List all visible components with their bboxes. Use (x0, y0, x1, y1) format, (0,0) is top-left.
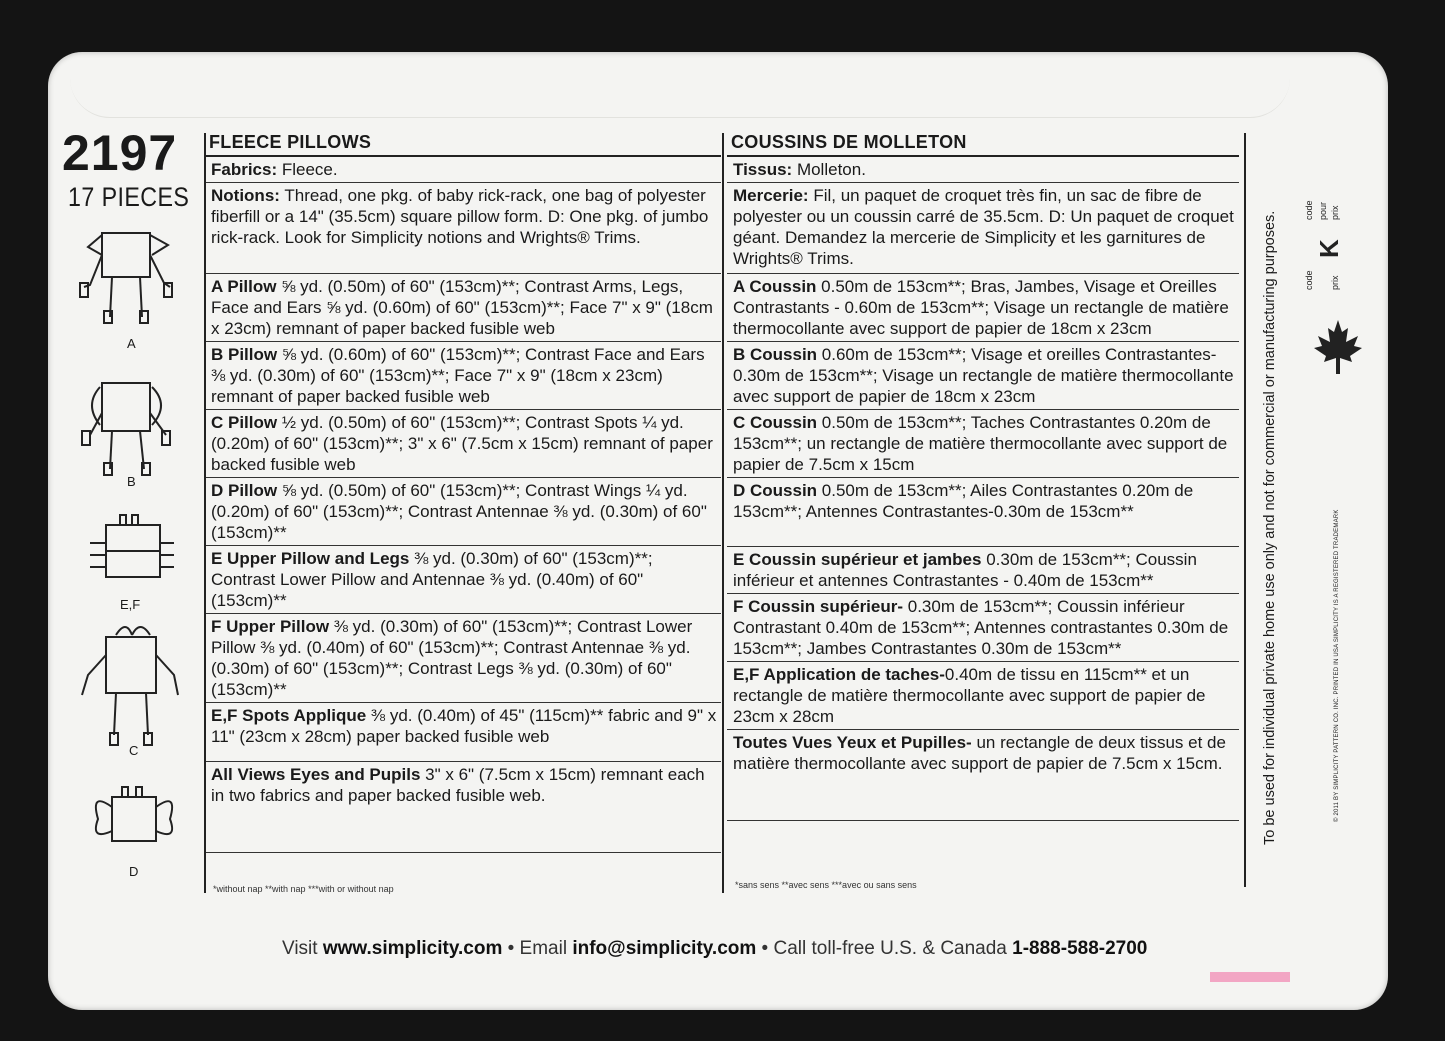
d-coussin-row: D Coussin 0.50m de 153cm**; Ailes Contrastantes 0.20m de 153cm**; Antennes Contrastantes-0.30m de 153cm** (727, 478, 1239, 547)
e-pillow-row: E Upper Pillow and Legs ⅜ yd. (0.30m) of 60" (153cm)**; Contrast Lower Pillow and Antennae ⅜ yd. (0.40m) of 60" (153cm)** (205, 546, 721, 614)
eyes-pupils-row: All Views Eyes and Pupils 3" x 6" (7.5cm x 15cm) remnant each in two fabrics and paper backed fusible web. (205, 762, 721, 853)
ef-applique-row: E,F Spots Applique ⅜ yd. (0.40m) of 45" (115cm)** fabric and 9" x 11" (23cm x 28cm) paper backed fusible web (205, 703, 721, 762)
ef-application-row: E,F Application de taches-0.40m de tissu en 115cm** et un rectangle de matière thermocollante avec support de papier de 23cm x 28cm (727, 662, 1239, 730)
b-coussin-row: B Coussin 0.60m de 153cm**; Visage et oreilles Contrastantes- 0.30m de 153cm**; Visage un rectangle de matière thermocollante avec support de papier de 18cm x 23cm (727, 342, 1239, 410)
view-ef-drawing (90, 515, 174, 577)
usage-notice: To be used for individual private home use only and not for commercial or manufacturing purposes. (1262, 210, 1278, 845)
e-coussin-row: E Coussin supérieur et jambes 0.30m de 153cm**; Coussin inférieur et antennes Contrastantes - 0.40m de 153cm** (727, 547, 1239, 594)
pink-tab (1210, 972, 1290, 982)
prix-word-2: prix (1330, 205, 1340, 220)
view-label-b: B (127, 474, 136, 489)
piece-count: 17 PIECES (68, 182, 190, 212)
f-coussin-row: F Coussin supérieur- 0.30m de 153cm**; Coussin inférieur Contrastant 0.40m de 153cm**; Antennes contrastantes 0.30m de 153cm**; Jambes Contrastantes 0.30m de 153cm** (727, 594, 1239, 662)
view-drawings (60, 225, 200, 885)
a-coussin-row: A Coussin 0.50m de 153cm**; Bras, Jambes, Visage et Oreilles Contrastants - 0.60m de 153cm**; Visage un rectangle de matière thermocollante avec support de papier de 18cm x 23cm (727, 274, 1239, 342)
pour-word: pour (1318, 201, 1328, 220)
french-title: COUSSINS DE MOLLETON (727, 128, 1239, 157)
c-pillow-row: C Pillow ½ yd. (0.50m) of 60" (153cm)**; Contrast Spots ¼ yd. (0.20m) of 60" (153cm)**; 3" x 6" (7.5cm x 15cm) remnant of paper backed fusible web (205, 410, 721, 478)
code-word-2: code (1304, 200, 1314, 220)
view-label-d: D (129, 864, 139, 879)
french-requirements (727, 128, 1239, 821)
right-divider (1244, 133, 1246, 887)
price-code-block (1300, 190, 1360, 310)
tissus-row: Tissus: Molleton. (727, 157, 1239, 183)
view-c-drawing (82, 627, 178, 745)
view-d-drawing (96, 787, 172, 841)
code-word: code (1304, 270, 1314, 290)
view-a-drawing (80, 233, 172, 323)
pattern-number: 2197 (62, 125, 178, 181)
english-footnote: *without nap **with nap ***with or without nap (213, 884, 394, 894)
a-pillow-row: A Pillow ⅝ yd. (0.50m) of 60" (153cm)**; Contrast Arms, Legs, Face and Ears ⅝ yd. (0.60m) of 60" (153cm)**; Face 7" x 9" (18cm x 23cm) remnant of paper backed fusible web (205, 274, 721, 342)
copyright-fineprint: © 2011 BY SIMPLICITY PATTERN CO. INC. PRINTED IN USA SIMPLICITY IS A REGISTERED TRADEMARK (1334, 509, 1340, 822)
french-footnote: *sans sens **avec sens ***avec ou sans sens (735, 880, 917, 890)
contact-line: Visit www.simplicity.com • Email info@simplicity.com • Call toll-free U.S. & Canada 1-888-588-2700 (282, 938, 1148, 959)
maple-leaf-icon (1312, 318, 1364, 376)
b-pillow-row: B Pillow ⅝ yd. (0.60m) of 60" (153cm)**; Contrast Face and Ears ⅜ yd. (0.30m) of 60" (153cm)**; Face 7" x 9" (18cm x 23cm) remnant of paper backed fusible web (205, 342, 721, 410)
mercerie-row: Mercerie: Fil, un paquet de croquet très fin, un sac de fibre de polyester ou un coussin carré de 35.5cm. D: Un paquet de croquet géant. Demandez la mercerie de Simplicity et les garnitures de Wrights® Trims. (727, 183, 1239, 274)
d-pillow-row: D Pillow ⅝ yd. (0.50m) of 60" (153cm)**; Contrast Wings ¼ yd. (0.20m) of 60" (153cm)**; Contrast Antennae ⅜ yd. (0.30m) of 60" (153cm)** (205, 478, 721, 546)
prix-word: prix (1330, 275, 1340, 290)
phone-number: 1-888-588-2700 (1012, 938, 1148, 959)
left-divider (204, 133, 206, 893)
english-title: FLEECE PILLOWS (205, 128, 721, 157)
envelope-flap (70, 55, 1290, 118)
c-coussin-row: C Coussin 0.50m de 153cm**; Taches Contrastantes 0.20m de 153cm**; un rectangle de matière thermocollante avec support de papier de 7.5cm x 15cm (727, 410, 1239, 478)
english-requirements (205, 128, 721, 853)
website-link[interactable]: www.simplicity.com (322, 938, 503, 959)
notions-row: Notions: Thread, one pkg. of baby rick-rack, one bag of polyester fiberfill or a 14" (35.5cm) square pillow form. D: One pkg. of jumbo rick-rack. Look for Simplicity notions and Wrights® Trims. (205, 183, 721, 274)
email-link[interactable]: info@simplicity.com (572, 938, 757, 959)
code-letter: K (1314, 239, 1344, 258)
f-pillow-row: F Upper Pillow ⅜ yd. (0.30m) of 60" (153cm)**; Contrast Lower Pillow ⅜ yd. (0.40m) of 60" (153cm)**; Contrast Antennae ⅜ yd. (0.30m) of 60" (153cm)**; Contrast Legs ⅜ yd. (0.30m) of 60" (153cm)** (205, 614, 721, 703)
yeux-pupilles-row: Toutes Vues Yeux et Pupilles- un rectangle de deux tissus et de matière thermocollante avec support de papier de 7.5cm x 15cm. (727, 730, 1239, 821)
center-divider (722, 133, 724, 893)
view-label-ef: E,F (120, 597, 141, 612)
view-label-a: A (127, 336, 136, 351)
view-label-c: C (129, 743, 139, 758)
view-b-drawing (82, 383, 170, 475)
fabrics-row: Fabrics: Fleece. (205, 157, 721, 183)
